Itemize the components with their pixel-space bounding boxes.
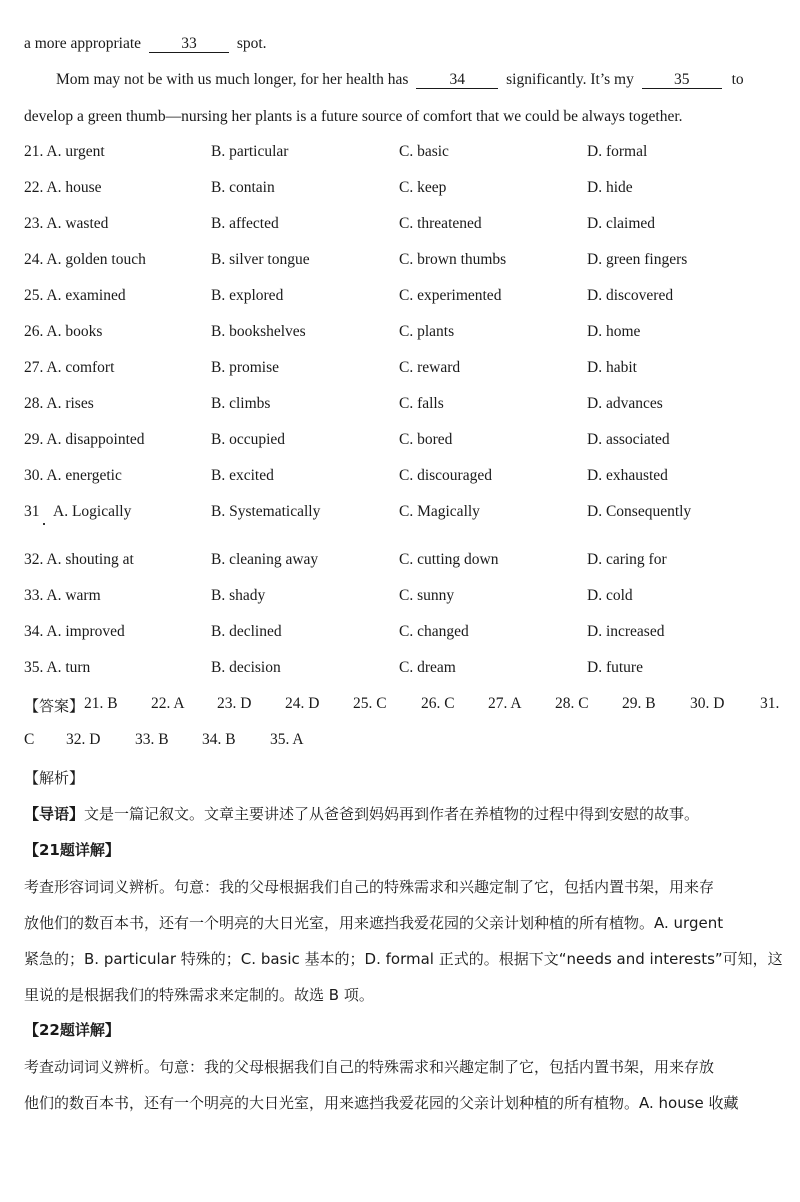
option-c: C. basic bbox=[399, 143, 449, 160]
option-b: B. climbs bbox=[211, 395, 271, 412]
option-b: B. explored bbox=[211, 287, 284, 304]
answer-item: 27. A bbox=[488, 695, 522, 712]
option-row bbox=[0, 467, 800, 489]
option-a: 26. A. books bbox=[24, 323, 103, 340]
option-c: C. changed bbox=[399, 623, 469, 640]
answer-item: 33. B bbox=[135, 731, 169, 748]
answer-item: 24. D bbox=[285, 695, 320, 712]
stray-mark bbox=[43, 523, 45, 525]
option-c: C. brown thumbs bbox=[399, 251, 507, 268]
option-d: D. exhausted bbox=[587, 467, 668, 484]
option-c: C. plants bbox=[399, 323, 455, 340]
option-b: B. bookshelves bbox=[211, 323, 306, 340]
option-a-text: A. Logically bbox=[53, 503, 132, 520]
option-d: D. increased bbox=[587, 623, 665, 640]
option-a: 22. A. house bbox=[24, 179, 102, 196]
option-c: C. experimented bbox=[399, 287, 502, 304]
option-row bbox=[0, 431, 800, 453]
option-c: C. cutting down bbox=[399, 551, 499, 568]
option-row bbox=[0, 251, 800, 273]
option-b: B. cleaning away bbox=[211, 551, 319, 568]
option-d: D. green fingers bbox=[587, 251, 688, 268]
analysis-label: 【解析】 bbox=[24, 769, 85, 787]
option-b: B. Systematically bbox=[211, 503, 321, 520]
option-b: B. excited bbox=[211, 467, 274, 484]
guide-paragraph bbox=[24, 803, 699, 824]
option-c: C. sunny bbox=[399, 587, 455, 604]
option-b: B. declined bbox=[211, 623, 282, 640]
option-d: D. discovered bbox=[587, 287, 674, 304]
option-row bbox=[0, 623, 800, 645]
q22-line: 他们的数百本书，还有一个明亮的大日光室，用来遮挡我爱花园的父亲计划种植的所有植物。A. house 收藏 bbox=[24, 1094, 739, 1112]
option-c: C. bored bbox=[399, 431, 453, 448]
answer-item: 22. A bbox=[151, 695, 185, 712]
q21-title: 【21题详解】 bbox=[24, 841, 120, 859]
option-row bbox=[0, 587, 800, 609]
option-b: B. decision bbox=[211, 659, 281, 676]
option-a: 24. A. golden touch bbox=[24, 251, 146, 268]
blank-34: 34 bbox=[416, 72, 498, 89]
option-b: B. particular bbox=[211, 143, 289, 160]
answer-item: 21. B bbox=[84, 695, 118, 712]
answer-label: 【答案】 bbox=[24, 697, 85, 715]
option-c: C. discouraged bbox=[399, 467, 492, 484]
answer-item: 29. B bbox=[622, 695, 656, 712]
option-b: B. occupied bbox=[211, 431, 286, 448]
option-row bbox=[0, 395, 800, 417]
answer-item: 32. D bbox=[66, 731, 101, 748]
option-d: D. habit bbox=[587, 359, 637, 376]
option-d: D. Consequently bbox=[587, 503, 692, 520]
option-c: C. keep bbox=[399, 179, 447, 196]
passage-text: significantly. It’s my bbox=[506, 71, 634, 88]
option-row bbox=[0, 215, 800, 237]
passage-line-1 bbox=[24, 35, 267, 53]
blank-33: 33 bbox=[149, 36, 229, 53]
answer-item: 34. B bbox=[202, 731, 236, 748]
q21-line: 紧急的；B. particular 特殊的；C. basic 基本的；D. formal 正式的。根据下文“needs and interests”可知，这 bbox=[24, 950, 783, 968]
answer-item: 28. C bbox=[555, 695, 589, 712]
option-c: C. threatened bbox=[399, 215, 482, 232]
q21-line: 放他们的数百本书，还有一个明亮的大日光室，用来遮挡我爱花园的父亲计划种植的所有植物。A. urgent bbox=[24, 914, 724, 932]
answer-item: 25. C bbox=[353, 695, 387, 712]
option-a: 23. A. wasted bbox=[24, 215, 109, 232]
answer-item: 31. bbox=[760, 695, 780, 712]
option-d: D. home bbox=[587, 323, 641, 340]
option-d: D. future bbox=[587, 659, 643, 676]
answer-item: 26. C bbox=[421, 695, 455, 712]
option-d: D. cold bbox=[587, 587, 633, 604]
option-row bbox=[0, 551, 800, 573]
guide-text: 文是一篇记叙文。文章主要讲述了从爸爸到妈妈再到作者在养植物的过程中得到安慰的故事。 bbox=[84, 805, 700, 823]
q21-line: 里说的是根据我们的特殊需求来定制的。故选 B 项。 bbox=[24, 986, 374, 1004]
option-b: B. silver tongue bbox=[211, 251, 310, 268]
option-d: D. advances bbox=[587, 395, 663, 412]
q21-line: 考查形容词词义辨析。句意：我的父母根据我们自己的特殊需求和兴趣定制了它，包括内置书架，用来存 bbox=[24, 878, 715, 896]
option-c: C. falls bbox=[399, 395, 444, 412]
q22-line: 考查动词词义辨析。句意：我的父母根据我们自己的特殊需求和兴趣定制了它，包括内置书架，用来存放 bbox=[24, 1058, 715, 1076]
option-d: D. claimed bbox=[587, 215, 656, 232]
option-row bbox=[0, 659, 800, 681]
answer-item: 23. D bbox=[217, 695, 252, 712]
option-row bbox=[0, 143, 800, 165]
passage-line-3: develop a green thumb—nursing her plants is a future source of comfort that we could be always together. bbox=[24, 108, 683, 125]
answer-item: 30. D bbox=[690, 695, 725, 712]
option-b: B. contain bbox=[211, 179, 275, 196]
option-a: 25. A. examined bbox=[24, 287, 126, 304]
option-a: 31 bbox=[24, 503, 40, 520]
option-d: D. formal bbox=[587, 143, 648, 160]
option-a: 28. A. rises bbox=[24, 395, 94, 412]
option-b: B. shady bbox=[211, 587, 266, 604]
option-d: D. associated bbox=[587, 431, 670, 448]
option-c: C. reward bbox=[399, 359, 461, 376]
option-b: B. affected bbox=[211, 215, 279, 232]
option-row bbox=[0, 179, 800, 201]
passage-text: a more appropriate bbox=[24, 35, 142, 52]
option-a: 35. A. turn bbox=[24, 659, 91, 676]
option-a: 29. A. disappointed bbox=[24, 431, 145, 448]
option-b: B. promise bbox=[211, 359, 280, 376]
option-row bbox=[0, 323, 800, 345]
passage-line-2 bbox=[56, 71, 744, 89]
passage-text: spot. bbox=[236, 35, 267, 52]
option-d: D. caring for bbox=[587, 551, 667, 568]
option-d: D. hide bbox=[587, 179, 633, 196]
option-c: C. Magically bbox=[399, 503, 480, 520]
guide-label: 【导语】 bbox=[24, 805, 85, 823]
option-c: C. dream bbox=[399, 659, 456, 676]
option-a: 34. A. improved bbox=[24, 623, 125, 640]
blank-35: 35 bbox=[642, 72, 722, 89]
option-a: 33. A. warm bbox=[24, 587, 101, 604]
option-a: 32. A. shouting at bbox=[24, 551, 134, 568]
option-a: 27. A. comfort bbox=[24, 359, 115, 376]
answer-item: 35. A bbox=[270, 731, 304, 748]
option-row bbox=[0, 287, 800, 309]
option-row bbox=[0, 503, 800, 525]
option-row bbox=[0, 359, 800, 381]
option-a: 21. A. urgent bbox=[24, 143, 105, 160]
q22-title: 【22题详解】 bbox=[24, 1021, 120, 1039]
passage-text: to bbox=[731, 71, 744, 88]
passage-text: Mom may not be with us much longer, for her health has bbox=[56, 71, 409, 88]
option-a: 30. A. energetic bbox=[24, 467, 122, 484]
answer-item: C bbox=[24, 731, 35, 748]
